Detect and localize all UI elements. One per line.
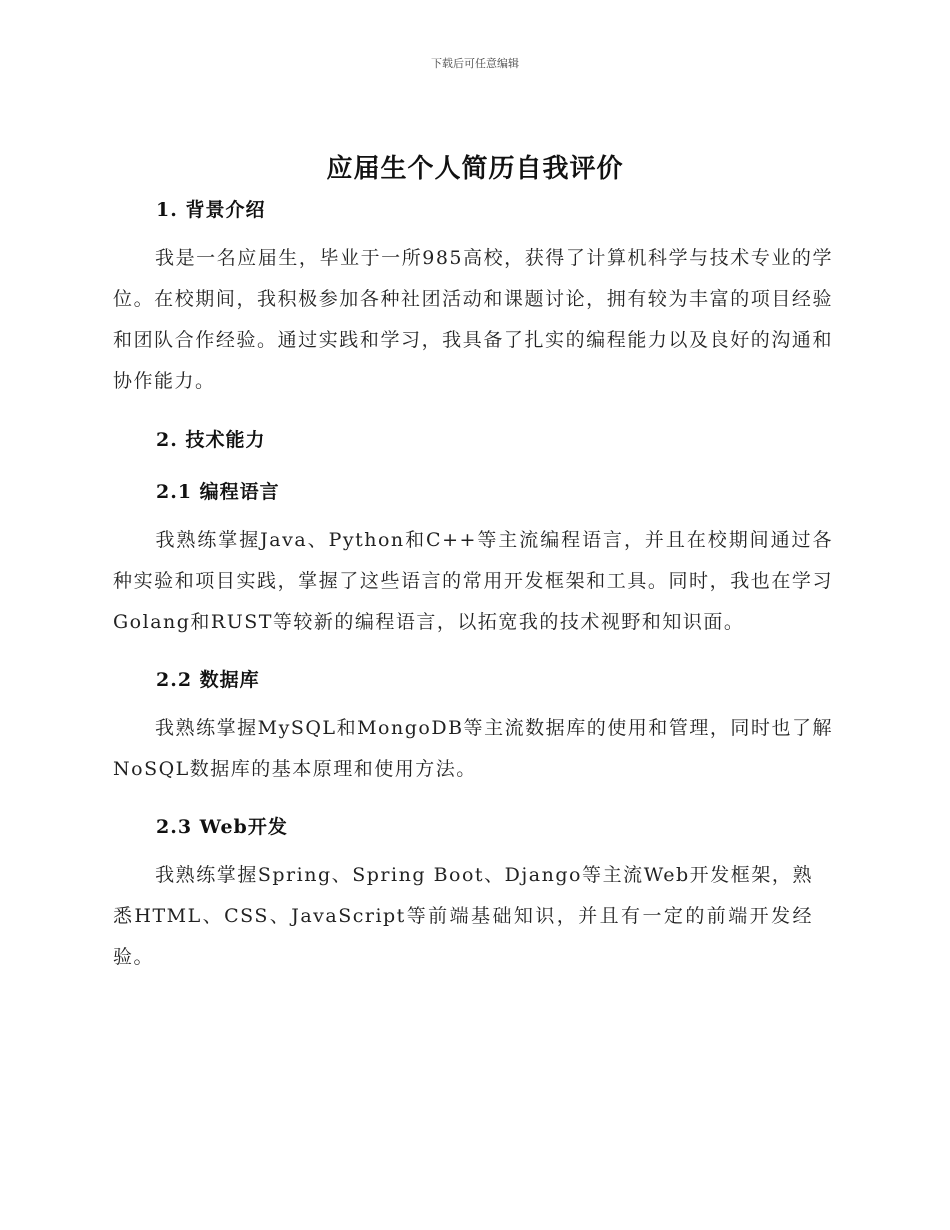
header-note: 下载后可任意编辑 <box>431 57 519 70</box>
section-heading-background: 1. 背景介绍 <box>156 199 266 221</box>
section-heading-web: 2.3 Web开发 <box>156 816 288 838</box>
paragraph-languages-text: 我熟练掌握Java、Python和C++等主流编程语言，并且在校期间通过各种实验和项目实践，掌握了这些语言的常用开发框架和工具。同时，我也在学习Golang和RUST等较新的编程语言，以拓宽我的技术视野和知识面。 <box>113 529 833 633</box>
paragraph-web-text: 我熟练掌握Spring、Spring Boot、Django等主流Web开发框架，熟悉HTML、CSS、JavaScript等前端基础知识，并且有一定的前端开发经验。 <box>113 864 813 968</box>
section-heading-tech: 2. 技术能力 <box>156 429 266 451</box>
paragraph-database-text: 我熟练掌握MySQL和MongoDB等主流数据库的使用和管理，同时也了解NoSQL数据库的基本原理和使用方法。 <box>113 717 833 780</box>
paragraph-background <box>113 238 833 402</box>
paragraph-languages <box>113 520 833 643</box>
paragraph-web <box>113 855 813 978</box>
section-heading-database: 2.2 数据库 <box>156 669 260 691</box>
section-heading-languages: 2.1 编程语言 <box>156 481 280 503</box>
paragraph-background-text: 我是一名应届生，毕业于一所985高校，获得了计算机科学与技术专业的学位。在校期间，我积极参加各种社团活动和课题讨论，拥有较为丰富的项目经验和团队合作经验。通过实践和学习，我具备了扎实的编程能力以及良好的沟通和协作能力。 <box>113 247 833 392</box>
page-title: 应届生个人简历自我评价 <box>326 154 624 184</box>
paragraph-database <box>113 708 833 790</box>
